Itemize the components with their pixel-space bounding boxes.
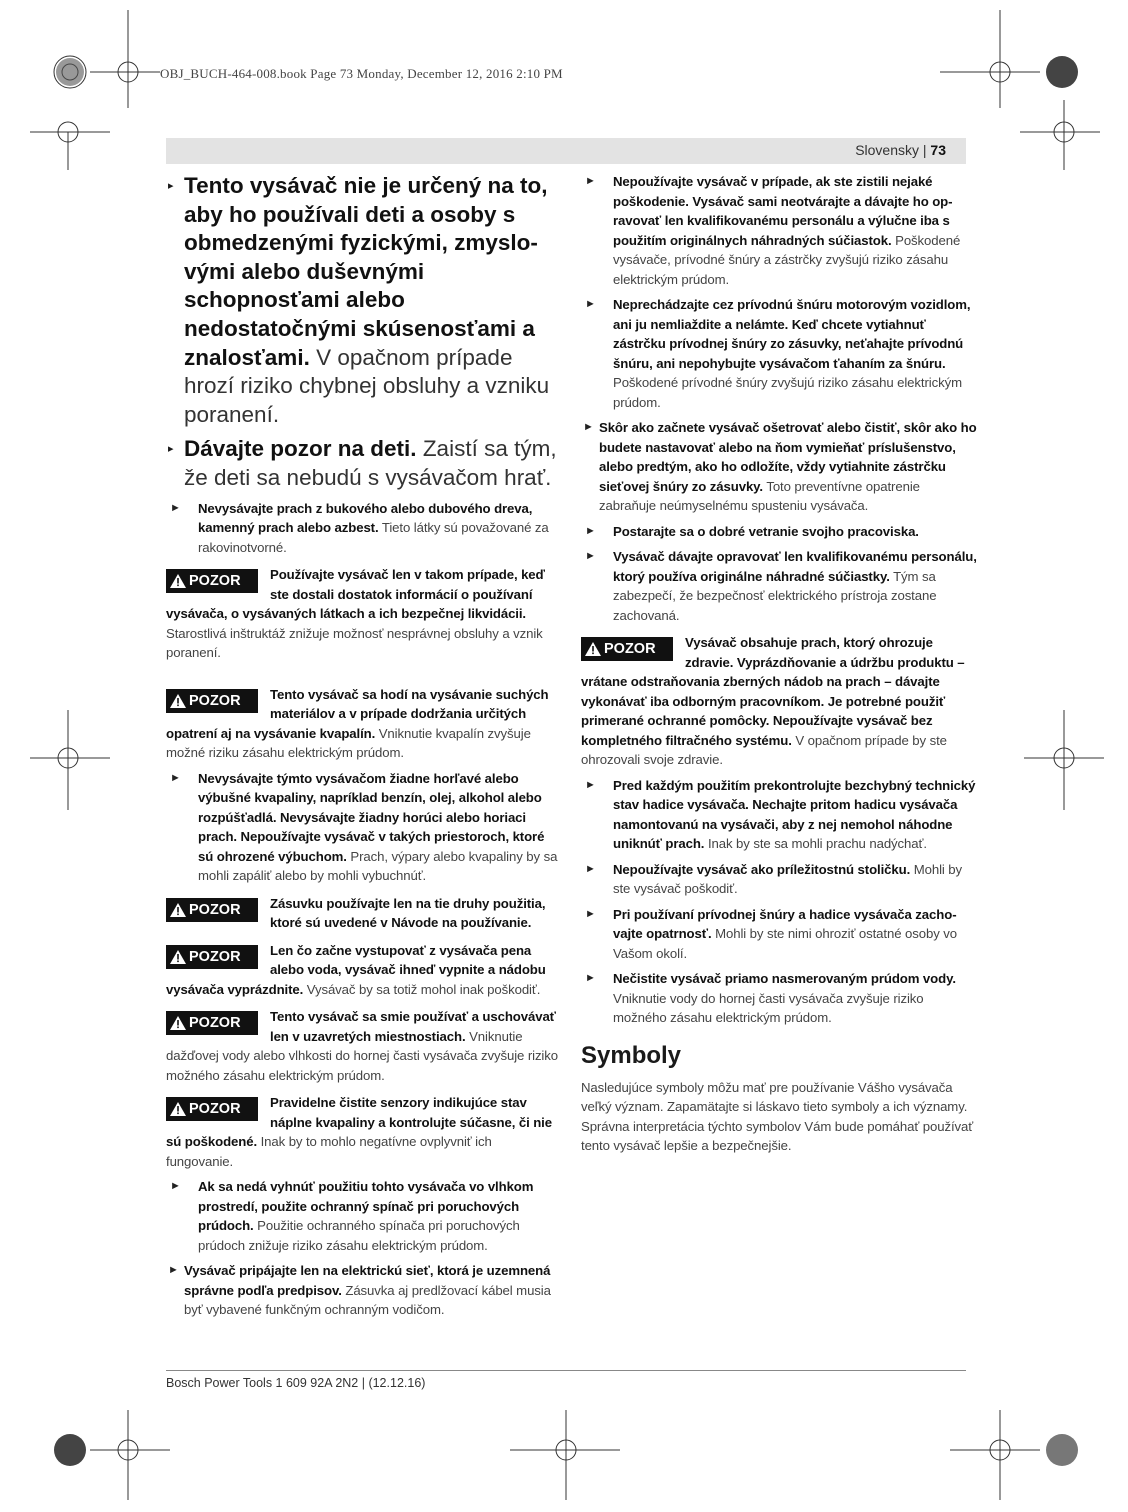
page-header [166,138,966,164]
big-item-2: ▸ Dávajte pozor na deti. Zaistí sa tým, že deti sa nebudú s vysávačom hrať. [168,436,557,490]
warning-badge: POZOR [166,898,258,922]
list-item: ► Nepoužívajte vysávač v prípade, ak ste zistili nejaké poškodenie. Vysávač sami neotvárajte a dávajte ho opravovať len kvalifikovanému personálu a výlučne iba s použitím originálnych náhradných súčiastok. Poškodené vysávače, prívodné šnúry a zástrčky zvyšujú riziko zásahu elektrickým prúdom. [585,174,961,287]
bullet-icon: ► [170,1180,181,1193]
list-item: ► Nevysávajte prach z bukového alebo dubového dreva, kamenný prach alebo azbest. Tieto látky sú považované za rakovinotvorné. [170,500,549,555]
bullet-icon: ► [585,550,596,562]
list-item: ► Skôr ako začnete vysávač ošetrovať alebo čistiť, skôr ako ho budete nastavovať alebo na ňom vymieňať príslušenstvo, alebo predtým, ako ho odložíte, vždy vytiahnite zástrčku sieťovej šnúry zo zásuvky. Toto preventívne opatrenie zabraňuje neúmyselnému spusteniu vysávača. [583,420,977,513]
list-item: ► Ak sa nedá vyhnúť použitiu tohto vysávača vo vlhkom prostredí, použite ochranný spínač pri poruchových prúdoch. Použitie ochranného spínača pri poruchových prúdoch znižuje riziko zásahu elektrickým prúdom. [170,1179,534,1253]
list-item: ► Vysávač dávajte opravovať len kvalifikovanému personálu, ktorý používa originálne náhradné súčiastky. Tým sa zabezpečí, že bezpečnosť elektrického prístroja zostane zachovaná. [585,549,977,623]
warning-icon [170,574,186,588]
warning-icon [170,1102,186,1116]
warning-block: POZOR Tento vysávač sa smie používať a uschovávať len v uzavretých miestnostiach. Vniknutie dažďovej vody alebo vlhkosti do hornej časti vysávača zvyšuje riziko možného zásahu elektrickým prúdom. [166,1009,558,1083]
bullet-icon: ► [585,524,596,537]
warning-icon [170,950,186,964]
warning-block: POZOR Vysávač obsahuje prach, ktorý ohrozuje zdravie. Vyprázdňovanie a údržbu produktu – vrátane odstraňovania zberných nádob na prach – dávajte vykonávať iba odborným pracovníkom. Je potrebné použiť primerané ochranné pomôcky. Nepoužívajte vysávač bez kompletného filtračného systému. V opačnom prípade by ste ohrozovali svoje zdravie. [581,635,965,767]
warning-icon [585,642,601,656]
right-column [581,172,979,1156]
list-item: ► Nevysávajte týmto vysávačom žiadne horľavé alebo výbušné kvapaliny, napríklad benzín, olej, alkohol alebo rozpúšťadlá. Nevysávajte žiadny horúci alebo horiaci prach. Nepoužívajte vysávač v takých priestoroch, ktoré sú ohrozené výbuchom. Prach, výpary alebo kvapaliny by sa mohli zapáliť alebo by mohli vybuchnúť. [170,770,558,884]
bullet-icon: ► [168,1264,179,1277]
print-slug: OBJ_BUCH-464-008.book Page 73 Monday, December 12, 2016 2:10 PM [160,66,563,81]
bullet-icon: ► [583,421,594,433]
list-item: ► Neprechádzajte cez prívodnú šnúru motorovým vozidlom, ani ju nemliaždite a nelámte. Keď chcete vytiahnuť zástrčku prívodnej šnúry zo zásuvky, neťahajte prívodnú šnúru, ani nepohybujte vysávačom ťahaním za šnúru. Poškodené prívodné šnúry zvyšujú riziko zásahu elektrickým prúdom. [585,297,971,410]
bullet-icon: ▸ [168,180,174,192]
header-language: Slovensky [855,142,919,158]
warning-block: POZOR Tento vysávač sa hodí na vysávanie suchých materiálov a v prípade dodržania určitých opatrení aj na vysávanie kvapalín. Vniknutie kvapalín zvyšuje možné riziku zásahu elektrickým prúdom. [166,686,549,761]
bullet-icon: ► [585,972,596,984]
header-sep: | [922,142,927,158]
page-number: 73 [930,142,946,158]
warning-badge: POZOR [166,945,258,969]
warning-badge: POZOR [166,569,258,593]
list-item: ► Pri používaní prívodnej šnúry a hadice vysávača zachovajte opatrnosť. Mohli by ste nimi ohroziť ostatné osoby vo Vašom okolí. [585,906,957,961]
warning-badge: POZOR [166,689,258,713]
warning-badge: POZOR [166,1097,258,1121]
bullet-icon: ► [170,501,181,514]
left-column [166,172,562,1326]
list-item: ► Vysávač pripájajte len na elektrickú sieť, ktorá je uzemnená správne podľa predpisov. Zásuvka aj predlžovací kábel musia byť vybavené funkčným ochranným vodičom. [168,1263,551,1318]
footer-divider [166,1370,966,1371]
warning-block: POZOR Len čo začne vystupovať z vysávača pena alebo voda, vysávač ihneď vypnite a nádobu vysávača vyprázdnite. Vysávač by sa totiž mohol inak poškodiť. [166,942,546,997]
list-item: ► Pred každým použitím prekontrolujte bezchybný technický stav hadice vysávača. Nechajte pritom hadicu vysávača namontovanú na vysávači, aby z nej nemohol náhodne uniknúť prach. Inak by ste sa mohli prachu nadýchať. [585,777,976,851]
warning-icon [170,1016,186,1030]
header-text [855,142,946,158]
bullet-icon: ► [170,771,181,784]
warning-badge: POZOR [581,637,673,661]
bullet-icon: ► [585,298,596,310]
symbols-paragraph: Nasledujúce symboly môžu mať pre používanie Vášho vysávača veľký význam. Zapamätajte si láskavo tieto symboly a ich významy. Správna interpretácia týchto symbolov Vám bude pomáhať používať tento vysávač lepšie a bezpečnejšie. [581,1079,974,1153]
warning-badge: POZOR [166,1011,258,1035]
warning-block: POZOR Používajte vysávač len v takom prípade, keď ste dostali dostatok informácií o používaní vysávača, o vysávaných látkach a ich bezpečnej likvidácii. Starostlivá inštruktáž znižuje možnosť nesprávnej obsluhy a vznik poranení. [166,567,545,661]
list-item: ► Postarajte sa o dobré vetranie svojho pracoviska. [581,522,979,542]
bullet-icon: ► [585,862,596,875]
warning-block: POZOR Zásuvku používajte len na tie druhy použitia, ktoré sú uvedené v Návode na používanie. [166,894,562,933]
warning-block: POZOR Pravidelne čistite senzory indikujúce stav náplne kvapaliny a kontrolujte súčasne, či nie sú poškodené. Inak by to mohlo negatívne ovplyvniť ich fungovanie. [166,1095,552,1169]
list-item: ► Nepoužívajte vysávač ako príležitostnú stoličku. Mohli by ste vysávač poškodiť. [585,861,963,896]
bullet-icon: ► [585,907,596,920]
section-heading-symbols: Symboly [581,1041,682,1069]
warning-icon [170,694,186,708]
bullet-icon: ► [585,778,596,791]
bullet-icon: ► [585,175,596,187]
warning-icon [170,903,186,917]
bullet-icon: ▸ [168,443,174,456]
big-item-1: ▸ Tento vysávač nie je určený na to, aby ho používali deti a osoby s obmedzenými fyzickými, zmyslovými alebo duševnými schopnosťami alebo nedostatočnými skúsenosťami a znalosťami. V opačnom prípade hrozí riziko chybnej obsluhy a vzniku poranení. [168,173,550,427]
page-footer: Bosch Power Tools 1 609 92A 2N2 | (12.12.16) [166,1376,426,1390]
list-item: ► Nečistite vysávač priamo nasmerovaným prúdom vody. Vniknutie vody do hornej časti vysávača zvyšuje riziko možného zásahu elektrickým prúdom. [585,971,956,1025]
